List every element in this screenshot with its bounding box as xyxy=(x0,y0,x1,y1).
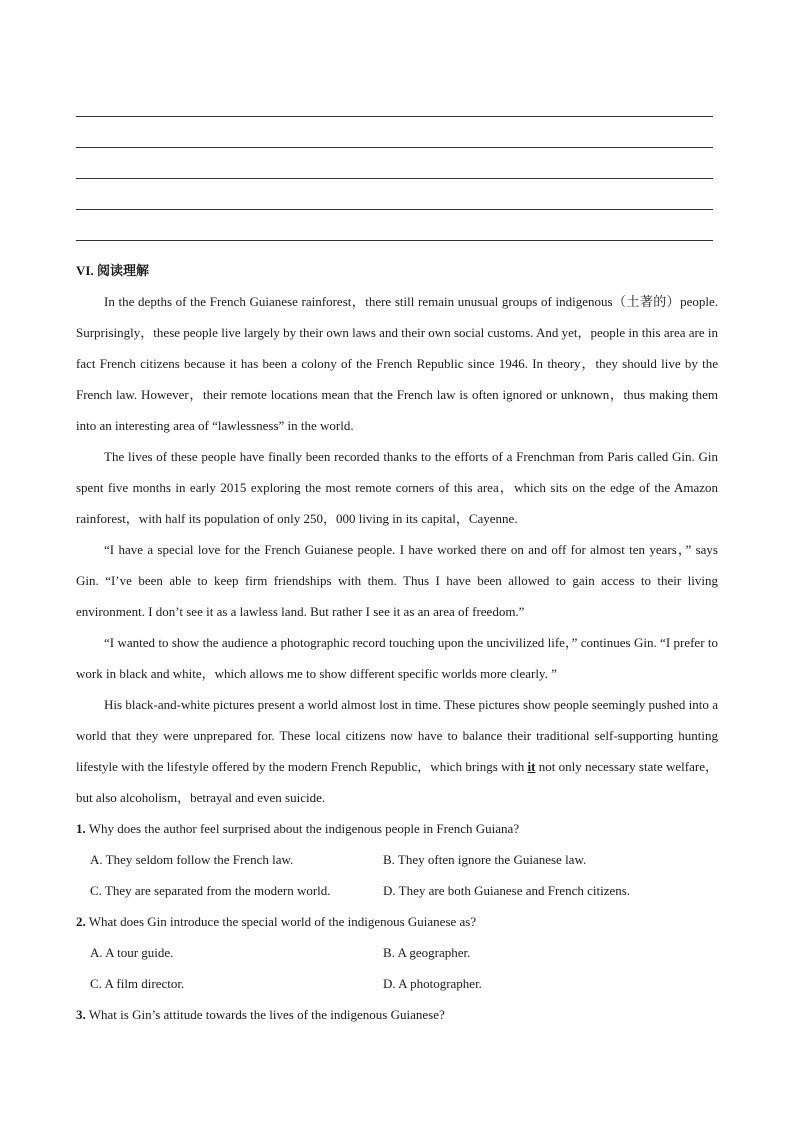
passage-paragraph-3: “I have a special love for the French Guianese people. I have worked there on and off for almost ten years，” says Gin. “I’ve been able to keep firm friendships with them. Thus I have been allowed to gain access to their living environment. I don’t see it as a lawless land. But rather I see it as an area of freedom.” xyxy=(76,542,718,619)
paragraph-text: not only necessary state welfare，but also alcoholism，betrayal and even suicide. xyxy=(76,759,719,805)
answer-lines xyxy=(76,116,713,271)
question-text: What does Gin introduce the special world of the indigenous Guianese as? xyxy=(88,914,477,929)
passage-paragraph-1: In the depths of the French Guianese rainforest，there still remain unusual groups of indigenous（土著的）people. Surprisingly，these people live largely by their own laws and their own social customs. And yet，people in this area are in fact French citizens because it has been a colony of the French Republic since 1946. In theory，they should live by the French law. However，their remote locations mean that the French law is often ignored or unknown，thus making them into an interesting area of “lawlessness” in the world. xyxy=(76,294,718,433)
answer-line xyxy=(76,209,713,210)
option-d[interactable]: D. A photographer. xyxy=(383,976,482,991)
question-number: 2. xyxy=(76,914,86,929)
question-text: What is Gin’s attitude towards the lives of the indigenous Guianese? xyxy=(88,1007,445,1022)
question-2 xyxy=(76,906,718,937)
option-a[interactable]: A. A tour guide. xyxy=(90,945,174,960)
answer-line xyxy=(76,116,713,117)
question-2-options xyxy=(76,937,718,999)
option-a[interactable]: A. They seldom follow the French law. xyxy=(90,852,294,867)
section-title: VI. 阅读理解 xyxy=(76,263,149,278)
option-b[interactable]: B. A geographer. xyxy=(383,945,471,960)
question-text: Why does the author feel surprised about the indigenous people in French Guiana? xyxy=(88,821,520,836)
underlined-keyword: it xyxy=(527,759,536,774)
question-1 xyxy=(76,813,718,844)
question-3 xyxy=(76,999,718,1030)
answer-line xyxy=(76,240,713,241)
option-c[interactable]: C. A film director. xyxy=(90,976,185,991)
question-1-options xyxy=(76,844,718,906)
option-d[interactable]: D. They are both Guianese and French citizens. xyxy=(383,883,631,898)
passage-paragraph-5 xyxy=(76,689,718,813)
question-number: 3. xyxy=(76,1007,86,1022)
passage-paragraph-2: The lives of these people have finally been recorded thanks to the efforts of a Frenchman from Paris called Gin. Gin spent five months in early 2015 exploring the most remote corners of this area，which sits on the edge of the Amazon rainforest，with half its population of only 250，000 living in its capital，Cayenne. xyxy=(76,449,718,526)
option-c[interactable]: C. They are separated from the modern world. xyxy=(90,883,331,898)
passage-paragraph-4: “I wanted to show the audience a photographic record touching upon the uncivilized life，” continues Gin. “I prefer to work in black and white，which allows me to show different specific worlds more clearly. ” xyxy=(76,635,718,681)
option-b[interactable]: B. They often ignore the Guianese law. xyxy=(383,852,587,867)
answer-line xyxy=(76,178,713,179)
paragraph-text: His black-and-white pictures present a world almost lost in time. These pictures show people seemingly pushed into a world that they were unprepared for. These local citizens now have to balance their traditional self-supporting hunting lifestyle with the lifestyle offered by the modern French Republic，which brings with xyxy=(76,697,718,774)
reading-section xyxy=(76,255,718,1030)
answer-line xyxy=(76,147,713,148)
question-number: 1. xyxy=(76,821,86,836)
